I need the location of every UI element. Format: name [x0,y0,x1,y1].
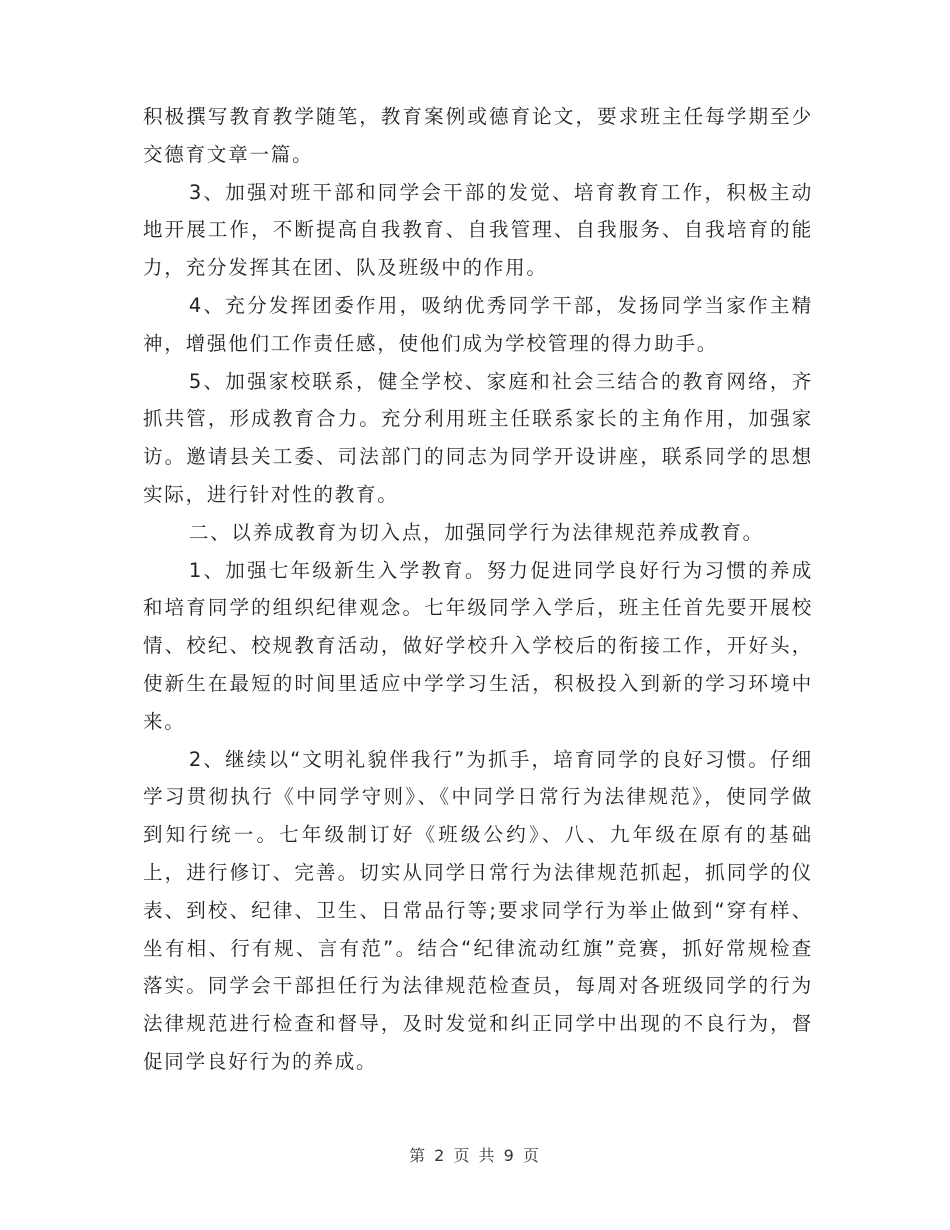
document-body [143,98,813,1081]
paragraph-section2-item-1: 1、加强七年级新生入学教育。努力促进同学良好行为习惯的养成和培育同学的组织纪律观念。七年级同学入学后，班主任首先要开展校情、校纪、校规教育活动，做好学校升入学校后的衔接工作，开好头，使新生在最短的时间里适应中学学习生活，积极投入到新的学习环境中来。 [143,558,813,733]
paragraph-item-4: 4、充分发挥团委作用，吸纳优秀同学干部，发扬同学当家作主精神，增强他们工作责任感，使他们成为学校管理的得力助手。 [143,293,813,355]
page-number-footer: 第 2 页 共 9 页 [409,1146,541,1165]
paragraph-item-3: 3、加强对班干部和同学会干部的发觉、培育教育工作，积极主动地开展工作，不断提高自我教育、自我管理、自我服务、自我培育的能力，充分发挥其在团、队及班级中的作用。 [143,180,813,280]
paragraph-section2-item-2: 2、继续以“文明礼貌伴我行”为抓手，培育同学的良好习惯。仔细学习贯彻执行《中同学守则》、《中同学日常行为法律规范》，使同学做到知行统一。七年级制订好《班级公约》、八、九年级在原有的基础上，进行修订、完善。切实从同学日常行为法律规范抓起，抓同学的仪表、到校、纪律、卫生、日常品行等;要求同学行为举止做到“穿有样、坐有相、行有规、言有范”。结合“纪律流动红旗”竞赛，抓好常规检查落实。同学会干部担任行为法律规范检查员，每周对各班级同学的行为法律规范进行检查和督导，及时发觉和纠正同学中出现的不良行为，督促同学良好行为的养成。 [143,747,813,1073]
section-heading-2: 二、以养成教育为切入点，加强同学行为法律规范养成教育。 [188,520,764,544]
paragraph-continuation: 积极撰写教育教学随笔，教育案例或德育论文，要求班主任每学期至少交德育文章一篇。 [143,105,813,166]
paragraph-item-5: 5、加强家校联系，健全学校、家庭和社会三结合的教育网络，齐抓共管，形成教育合力。充分利用班主任联系家长的主角作用，加强家访。邀请县关工委、司法部门的同志为同学开设讲座，联系同学的思想实际，进行针对性的教育。 [143,369,813,506]
